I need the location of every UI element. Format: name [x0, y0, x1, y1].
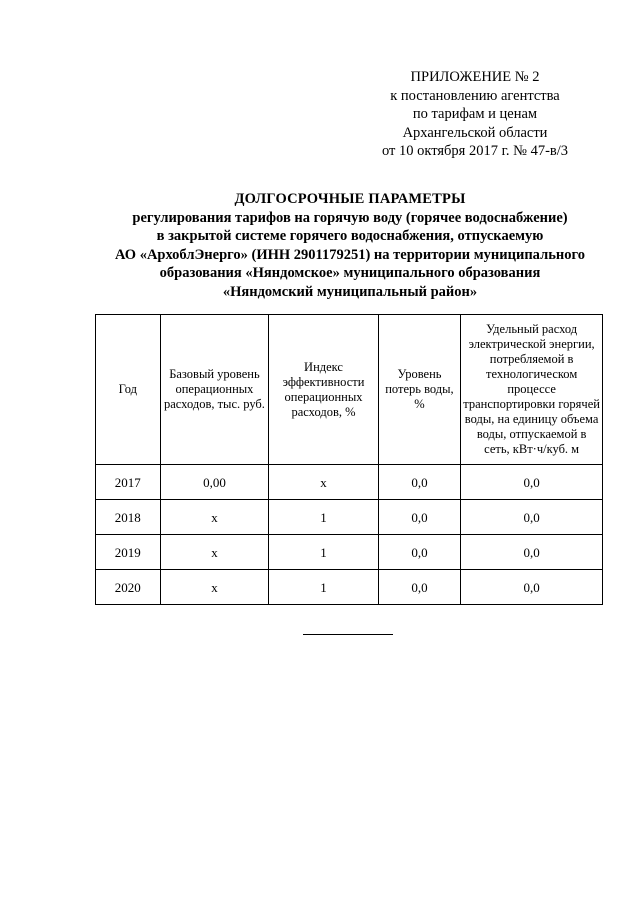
cell-base-opex: х [160, 570, 269, 605]
parameters-table [95, 314, 603, 605]
cell-efficiency-index: 1 [269, 500, 378, 535]
appendix-title: ПРИЛОЖЕНИЕ № 2 [410, 69, 540, 85]
cell-electricity-rate: 0,0 [461, 570, 603, 605]
table-row [96, 535, 603, 570]
cell-year: 2019 [96, 535, 161, 570]
header-base-opex: Базовый уровень операционных расходов, тыс. руб. [160, 315, 269, 465]
header-year: Год [96, 315, 161, 465]
table-row [96, 465, 603, 500]
cell-electricity-rate: 0,0 [461, 500, 603, 535]
cell-electricity-rate: 0,0 [461, 535, 603, 570]
header-water-loss: Уровень потерь воды, % [378, 315, 461, 465]
cell-year: 2020 [96, 570, 161, 605]
cell-efficiency-index: 1 [269, 570, 378, 605]
appendix-line: Архангельской области [402, 124, 548, 141]
document-title-line: «Няндомский муниципальный район» [222, 283, 478, 300]
cell-base-opex: х [160, 500, 269, 535]
table-row [96, 570, 603, 605]
appendix-line: от 10 октября 2017 г. № 47-в/3 [381, 143, 569, 159]
end-divider [303, 634, 393, 635]
cell-water-loss: 0,0 [378, 570, 461, 605]
document-title-line: регулирования тарифов на горячую воду (горячее водоснабжение) [132, 209, 568, 226]
cell-water-loss: 0,0 [378, 465, 461, 500]
table-header-row [96, 315, 603, 465]
cell-base-opex: 0,00 [160, 465, 269, 500]
cell-water-loss: 0,0 [378, 535, 461, 570]
document-main-title: ДОЛГОСРОЧНЫЕ ПАРАМЕТРЫ [234, 191, 466, 207]
cell-year: 2017 [96, 465, 161, 500]
cell-water-loss: 0,0 [378, 500, 461, 535]
appendix-line: к постановлению агентства [390, 87, 560, 104]
header-efficiency-index: Индекс эффективности операционных расходов, % [269, 315, 378, 465]
document-title-line: образования «Няндомское» муниципального образования [159, 265, 541, 281]
cell-efficiency-index: х [269, 465, 378, 500]
document-title-line: АО «АрхоблЭнерго» (ИНН 2901179251) на территории муниципального [115, 246, 585, 263]
cell-base-opex: х [160, 535, 269, 570]
document-title [90, 190, 610, 301]
appendix-line: по тарифам и ценам [412, 106, 538, 122]
cell-year: 2018 [96, 500, 161, 535]
cell-electricity-rate: 0,0 [461, 465, 603, 500]
cell-efficiency-index: 1 [269, 535, 378, 570]
appendix-header [360, 68, 590, 161]
header-electricity-rate: Удельный расход электрической энергии, потребляемой в технологическом процессе транспортировки горячей воды, на единицу объема воды, отпускаемой в сеть, кВт·ч/куб. м [461, 315, 603, 465]
table-row [96, 500, 603, 535]
document-title-line: в закрытой системе горячего водоснабжения, отпускаемую [156, 228, 544, 244]
